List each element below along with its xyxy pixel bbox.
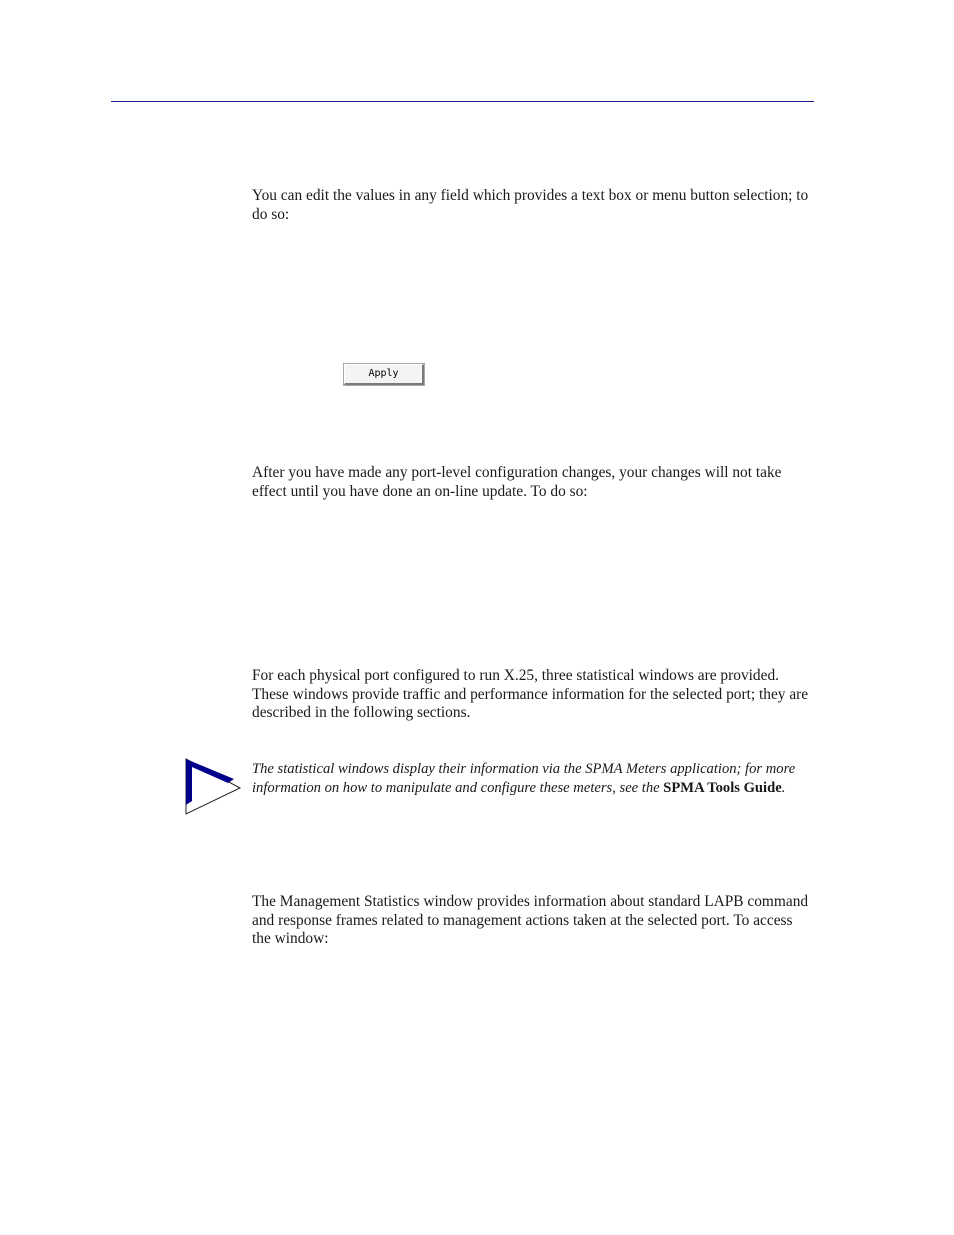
note-text-after: . [781, 779, 786, 796]
note-doc-reference: SPMA Tools Guide [663, 779, 782, 796]
paragraph-statistical-windows: For each physical port configured to run X.25, three statistical windows are provided. These windows provide traffic and performance information for the selected port; they are described in the following sections. [252, 667, 809, 722]
header-rule [111, 101, 814, 102]
paragraph-edit-values: You can edit the values in any field which provides a text box or menu button selection; to do so: [252, 187, 809, 223]
paragraph-management-statistics: The Management Statistics window provides information about standard LAPB command and response frames related to management actions taken at the selected port. To access the window: [252, 893, 809, 948]
note-text [252, 760, 814, 797]
note-text-before: The statistical windows display their information via the SPMA Meters application; for more information on how to manipulate and configure these meters, see the [252, 761, 796, 796]
note-triangle-icon [184, 757, 242, 817]
apply-button[interactable]: Apply [344, 364, 424, 385]
paragraph-online-update: After you have made any port-level configuration changes, your changes will not take effect until you have done an on-line update. To do so: [252, 464, 782, 500]
